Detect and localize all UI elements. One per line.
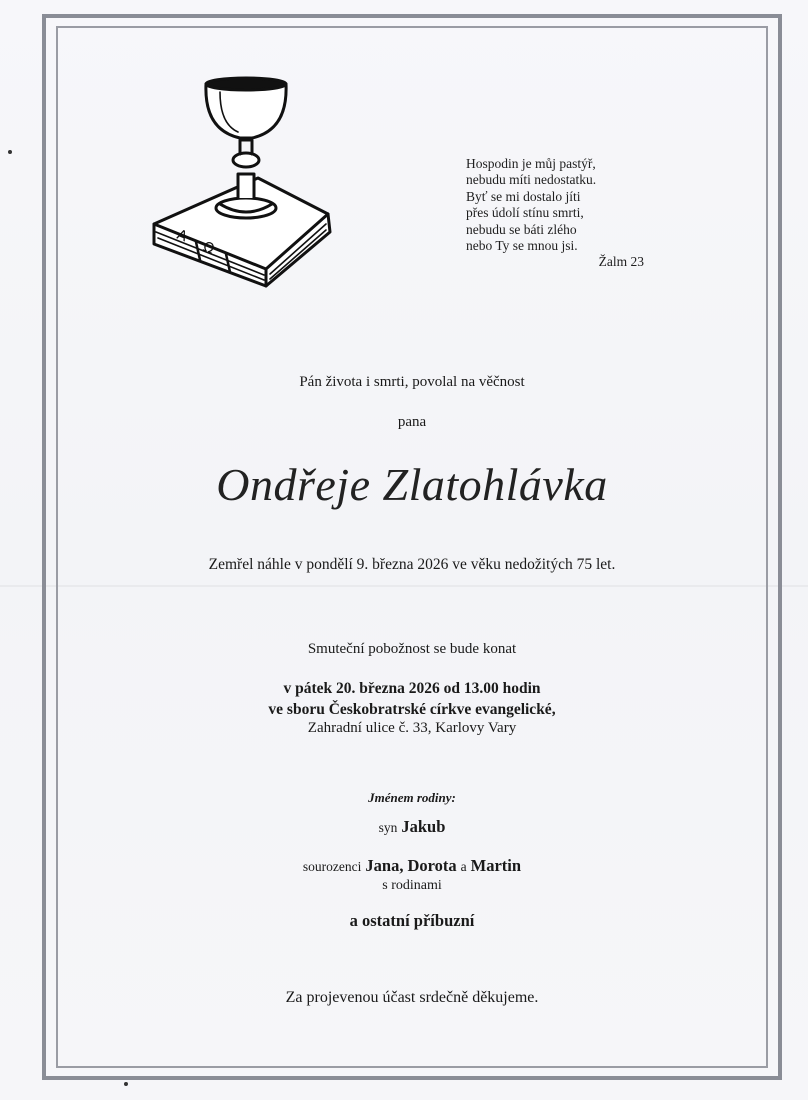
- chalice-on-bible-icon: [140, 74, 340, 296]
- notice-intro: Pán života i smrti, povolal na věčnost: [299, 374, 525, 390]
- with-families: s rodinami: [382, 878, 442, 893]
- sibling-name: Martin: [470, 856, 522, 875]
- service-address: Zahradní ulice č. 33, Karlovy Vary: [307, 720, 517, 736]
- notice-title-word: pana: [397, 414, 427, 430]
- service-date: v pátek 20. března 2026 od 13.00 hodin: [283, 680, 541, 697]
- psalm-line: přes údolí stínu smrti,: [466, 205, 584, 221]
- siblings-prefix: sourozenci: [302, 859, 362, 874]
- son-name: Jakub: [401, 817, 446, 836]
- sibling-name: Jana,: [365, 856, 404, 875]
- conjunction: a: [460, 859, 467, 874]
- service-venue: ve sboru Českobratrské církve evangelické,: [268, 701, 556, 718]
- psalm-reference: Žalm 23: [598, 254, 644, 270]
- speck: [8, 150, 12, 154]
- speck: [124, 1082, 128, 1086]
- psalm-line: Hospodin je můj pastýř,: [466, 156, 596, 171]
- psalm-line: Byť se mi dostalo jíti: [466, 188, 581, 204]
- son-prefix: syn: [378, 820, 398, 835]
- psalm-line: nebudu míti nedostatku.: [466, 172, 597, 188]
- closing-thanks: Za projevenou účast srdečně děkujeme.: [285, 989, 539, 1006]
- omega-letter: Ω: [200, 238, 217, 258]
- psalm-line: nebo Ty se mnou jsi.: [466, 238, 578, 254]
- service-intro: Smuteční pobožnost se bude konat: [307, 641, 517, 657]
- sibling-name: Dorota: [407, 856, 457, 875]
- alpha-letter: A: [174, 226, 190, 246]
- psalm-quote: [466, 156, 666, 271]
- deceased-name: Ondřeje Zlatohlávka: [216, 459, 608, 510]
- death-info: Zemřel náhle v pondělí 9. března 2026 ve věku nedožitých 75 let.: [208, 556, 616, 573]
- other-relatives: a ostatní příbuzní: [349, 911, 475, 930]
- siblings-line: [56, 856, 768, 876]
- psalm-line: nebudu se báti zlého: [466, 221, 577, 237]
- family-heading: Jménem rodiny:: [368, 790, 456, 805]
- son-line: [56, 817, 768, 837]
